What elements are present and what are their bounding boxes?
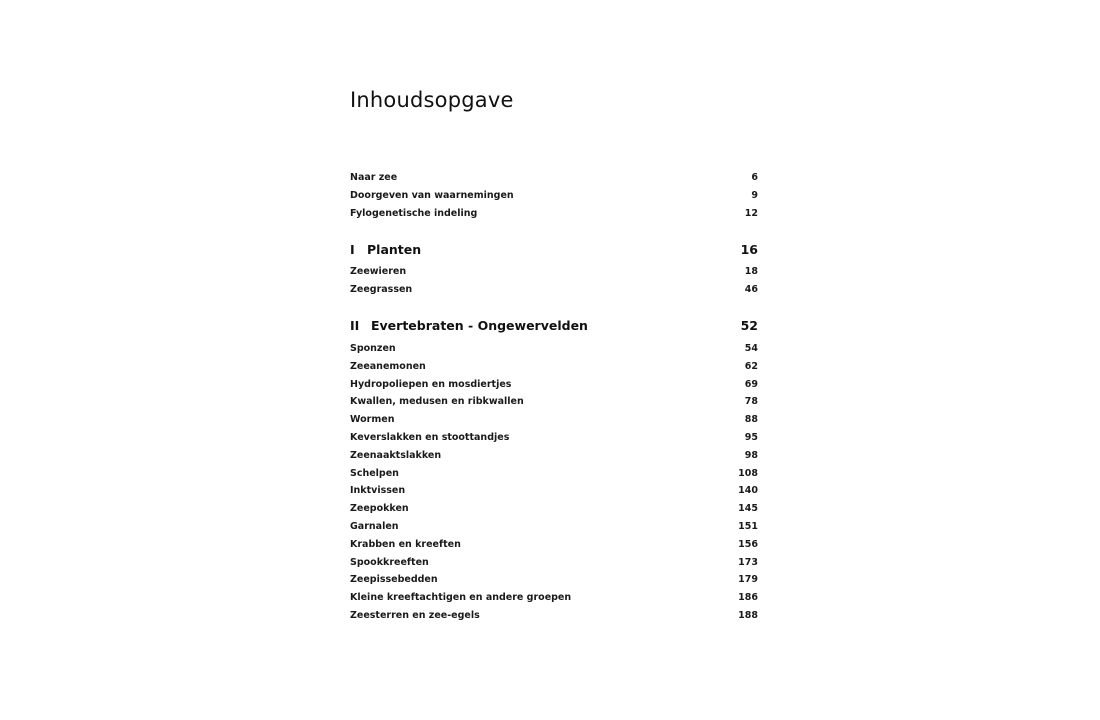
toc-entry[interactable] xyxy=(350,485,758,503)
toc-entry-label: Zeesterren en zee-egels xyxy=(350,609,480,621)
toc-entry-label: Hydropoliepen en mosdiertjes xyxy=(350,378,512,390)
toc-part-page: 16 xyxy=(740,242,758,257)
toc-entry-label: Zeewieren xyxy=(350,266,407,277)
toc-intro-section xyxy=(350,172,758,225)
page-title: Inhoudsopgave xyxy=(350,88,514,112)
toc-entry-page: 188 xyxy=(738,609,758,621)
toc-entry-page: 145 xyxy=(738,503,758,515)
toc-entry[interactable] xyxy=(350,284,758,302)
toc-entry-page: 9 xyxy=(751,189,758,201)
toc-entry-page: 62 xyxy=(744,360,758,372)
toc-entry[interactable] xyxy=(350,396,758,414)
toc-entry[interactable] xyxy=(350,503,758,521)
toc-entry[interactable] xyxy=(350,414,758,432)
toc-entry-label: Krabben en kreeften xyxy=(350,538,461,550)
toc-entry-label: Schelpen xyxy=(350,467,399,479)
toc-entry-page: 108 xyxy=(738,467,758,479)
toc-entry[interactable] xyxy=(350,361,758,379)
toc-entry[interactable] xyxy=(350,432,758,450)
toc-entry-label: Fylogenetische indeling xyxy=(350,207,478,219)
toc-part-title: Planten xyxy=(367,242,422,257)
toc-entry-label: Zeegrassen xyxy=(350,283,413,295)
toc-entry-label: Naar zee xyxy=(350,172,398,183)
toc-part-i-section xyxy=(350,242,758,257)
toc-entry[interactable] xyxy=(350,190,758,208)
toc-entry[interactable] xyxy=(350,592,758,610)
toc-entry-page: 140 xyxy=(738,485,758,497)
toc-entry-label: Doorgeven van waarnemingen xyxy=(350,189,514,201)
toc-entry[interactable] xyxy=(350,450,758,468)
toc-entry-page: 78 xyxy=(744,396,758,408)
toc-entry-page: 69 xyxy=(744,378,758,390)
toc-entry-page: 173 xyxy=(738,556,758,568)
toc-entry-page: 179 xyxy=(738,574,758,586)
toc-entry-page: 186 xyxy=(738,592,758,604)
toc-part-number: II xyxy=(350,318,360,333)
toc-entry-page: 156 xyxy=(738,538,758,550)
toc-entry[interactable] xyxy=(350,539,758,557)
toc-part-heading[interactable] xyxy=(350,318,758,333)
toc-entry-label: Spookkreeften xyxy=(350,556,429,568)
toc-part-ii-section xyxy=(350,318,758,333)
toc-entry-page: 151 xyxy=(738,520,758,532)
toc-entry-page: 6 xyxy=(751,172,758,183)
toc-part-heading[interactable] xyxy=(350,242,758,257)
toc-entry-label: Garnalen xyxy=(350,520,399,532)
toc-entry-label: Zeenaaktslakken xyxy=(350,449,442,461)
toc-entry[interactable] xyxy=(350,379,758,397)
toc-part-ii-entries xyxy=(350,343,758,628)
toc-entry-page: 98 xyxy=(744,449,758,461)
toc-part-title: Evertebraten - Ongewervelden xyxy=(371,318,588,333)
toc-entry-page: 12 xyxy=(744,207,758,219)
toc-entry-label: Keverslakken en stoottandjes xyxy=(350,431,510,443)
toc-entry-label: Sponzen xyxy=(350,343,396,354)
toc-entry[interactable] xyxy=(350,343,758,361)
toc-entry[interactable] xyxy=(350,208,758,226)
toc-entry-label: Kwallen, medusen en ribkwallen xyxy=(350,396,524,408)
toc-entry-label: Zeepissebedden xyxy=(350,574,438,586)
toc-entry[interactable] xyxy=(350,468,758,486)
toc-part-page: 52 xyxy=(740,318,758,333)
toc-entry[interactable] xyxy=(350,557,758,575)
toc-entry-page: 18 xyxy=(744,266,758,277)
toc-entry[interactable] xyxy=(350,266,758,284)
toc-entry-page: 88 xyxy=(744,414,758,426)
toc-entry-label: Zeepokken xyxy=(350,503,409,515)
toc-entry-label: Kleine kreeftachtigen en andere groepen xyxy=(350,592,572,604)
toc-entry[interactable] xyxy=(350,610,758,628)
toc-part-number: I xyxy=(350,242,355,257)
toc-part-i-entries xyxy=(350,266,758,302)
toc-entry[interactable] xyxy=(350,521,758,539)
toc-entry-page: 54 xyxy=(744,343,758,354)
toc-entry-label: Zeeanemonen xyxy=(350,360,426,372)
toc-entry[interactable] xyxy=(350,172,758,190)
toc-entry-page: 95 xyxy=(744,431,758,443)
toc-entry-label: Inktvissen xyxy=(350,485,406,497)
toc-entry[interactable] xyxy=(350,574,758,592)
toc-entry-page: 46 xyxy=(744,283,758,295)
toc-entry-label: Wormen xyxy=(350,414,395,426)
